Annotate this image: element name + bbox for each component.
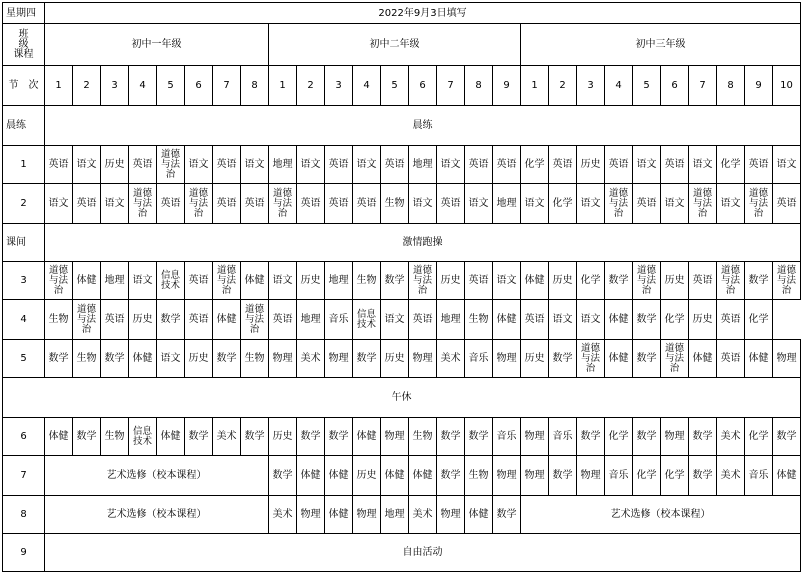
course-cell: 语文 — [241, 146, 269, 184]
course-cell: 美术 — [717, 456, 745, 496]
course-cell: 体健 — [381, 456, 409, 496]
course-cell: 数学 — [213, 340, 241, 378]
course-cell: 英语 — [465, 262, 493, 300]
course-cell: 美术 — [437, 340, 465, 378]
course-cell: 化学 — [661, 300, 689, 340]
course-cell: 音乐 — [465, 340, 493, 378]
course-cell: 体健 — [605, 300, 633, 340]
grade-header-1: 初中一年级 — [45, 24, 269, 66]
break-label: 课间 — [3, 224, 45, 262]
period-g2-6: 6 — [409, 66, 437, 106]
period-g3-6: 6 — [661, 66, 689, 106]
course-cell: 物理 — [493, 456, 521, 496]
grade-row — [3, 24, 801, 66]
course-cell: 美术 — [269, 496, 297, 534]
course-cell: 数学 — [465, 418, 493, 456]
course-cell: 英语 — [269, 300, 297, 340]
course-cell: 语文 — [633, 146, 661, 184]
course-cell: 化学 — [633, 456, 661, 496]
course-cell: 语文 — [269, 262, 297, 300]
course-cell: 体健 — [605, 340, 633, 378]
course-cell: 音乐 — [745, 456, 773, 496]
course-cell: 语文 — [465, 184, 493, 224]
course-cell: 语文 — [661, 184, 689, 224]
grade-header-2: 初中二年级 — [269, 24, 521, 66]
course-cell: 数学 — [549, 456, 577, 496]
lunch-text: 午休 — [3, 378, 801, 418]
lesson-row-2 — [3, 184, 801, 224]
course-cell: 物理 — [409, 340, 437, 378]
course-cell: 道德与法治 — [241, 300, 269, 340]
course-cell: 英语 — [353, 184, 381, 224]
period-g3-4: 4 — [605, 66, 633, 106]
course-cell: 历史 — [549, 262, 577, 300]
morning-label: 晨练 — [3, 106, 45, 146]
course-cell: 物理 — [297, 496, 325, 534]
course-cell: 语文 — [297, 146, 325, 184]
course-cell: 体健 — [745, 340, 773, 378]
course-cell: 数学 — [773, 418, 801, 456]
period-g3-10: 10 — [773, 66, 801, 106]
course-cell: 道德与法治 — [577, 340, 605, 378]
course-cell: 体健 — [129, 340, 157, 378]
free-activity-row — [3, 534, 801, 572]
course-cell: 语文 — [773, 146, 801, 184]
course-cell: 英语 — [717, 300, 745, 340]
course-cell: 音乐 — [493, 418, 521, 456]
course-cell: 物理 — [577, 456, 605, 496]
course-cell: 物理 — [437, 496, 465, 534]
course-cell: 历史 — [689, 300, 717, 340]
course-cell: 生物 — [465, 456, 493, 496]
course-cell: 数学 — [185, 418, 213, 456]
course-cell: 数学 — [689, 456, 717, 496]
course-cell: 生物 — [381, 184, 409, 224]
course-cell: 英语 — [745, 146, 773, 184]
period-g1-1: 1 — [45, 66, 73, 106]
course-cell: 语文 — [689, 146, 717, 184]
course-cell: 英语 — [633, 184, 661, 224]
row-label: 9 — [3, 534, 45, 572]
course-cell: 物理 — [493, 340, 521, 378]
corner-cell — [3, 24, 45, 66]
course-cell: 语文 — [101, 184, 129, 224]
course-cell: 道德与法治 — [605, 184, 633, 224]
course-cell: 语文 — [45, 184, 73, 224]
course-cell: 语文 — [577, 184, 605, 224]
course-cell: 数学 — [549, 340, 577, 378]
course-cell: 英语 — [689, 262, 717, 300]
course-cell: 体健 — [45, 418, 73, 456]
course-cell: 体健 — [689, 340, 717, 378]
course-cell: 历史 — [129, 300, 157, 340]
course-cell: 数学 — [605, 262, 633, 300]
corner-course-text: 课程 — [13, 48, 34, 60]
lesson-row-1 — [3, 146, 801, 184]
course-cell: 英语 — [101, 300, 129, 340]
course-cell: 英语 — [185, 262, 213, 300]
course-cell: 数学 — [157, 300, 185, 340]
course-cell: 物理 — [269, 340, 297, 378]
row-label: 1 — [3, 146, 45, 184]
course-cell: 化学 — [549, 184, 577, 224]
course-cell: 语文 — [549, 300, 577, 340]
course-cell: 道德与法治 — [213, 262, 241, 300]
period-g3-9: 9 — [745, 66, 773, 106]
course-cell: 语文 — [577, 300, 605, 340]
course-cell: 数学 — [381, 262, 409, 300]
course-cell: 历史 — [577, 146, 605, 184]
morning-text: 晨练 — [45, 106, 801, 146]
course-cell: 化学 — [577, 262, 605, 300]
period-g3-7: 7 — [689, 66, 717, 106]
course-cell: 信息技术 — [353, 300, 381, 340]
period-g3-1: 1 — [521, 66, 549, 106]
lesson-row-7 — [3, 456, 801, 496]
lesson-row-8 — [3, 496, 801, 534]
course-cell: 体健 — [325, 456, 353, 496]
course-cell: 英语 — [549, 146, 577, 184]
course-cell: 道德与法治 — [45, 262, 73, 300]
course-cell: 生物 — [241, 340, 269, 378]
course-cell: 道德与法治 — [269, 184, 297, 224]
course-cell: 生物 — [409, 418, 437, 456]
course-cell: 道德与法治 — [773, 262, 801, 300]
course-cell: 体健 — [353, 418, 381, 456]
period-g3-8: 8 — [717, 66, 745, 106]
course-cell: 物理 — [661, 418, 689, 456]
course-cell: 英语 — [661, 146, 689, 184]
course-cell: 道德与法治 — [717, 262, 745, 300]
course-cell: 历史 — [185, 340, 213, 378]
course-cell: 地理 — [325, 262, 353, 300]
row-label: 5 — [3, 340, 45, 378]
course-cell: 物理 — [381, 418, 409, 456]
row-label: 8 — [3, 496, 45, 534]
period-g3-3: 3 — [577, 66, 605, 106]
period-g2-4: 4 — [353, 66, 381, 106]
course-cell: 数学 — [577, 418, 605, 456]
course-cell: 数学 — [325, 418, 353, 456]
course-cell: 美术 — [409, 496, 437, 534]
row-label: 7 — [3, 456, 45, 496]
row-label: 4 — [3, 300, 45, 340]
course-cell: 历史 — [521, 340, 549, 378]
course-cell: 物理 — [521, 418, 549, 456]
period-g1-8: 8 — [241, 66, 269, 106]
course-cell: 英语 — [157, 184, 185, 224]
course-cell: 物理 — [773, 340, 801, 378]
course-cell: 英语 — [213, 146, 241, 184]
course-cell: 生物 — [353, 262, 381, 300]
course-cell: 英语 — [409, 300, 437, 340]
course-cell: 体健 — [157, 418, 185, 456]
course-cell: 英语 — [73, 184, 101, 224]
course-cell: 英语 — [45, 146, 73, 184]
course-cell: 美术 — [213, 418, 241, 456]
row-label: 2 — [3, 184, 45, 224]
course-cell: 地理 — [297, 300, 325, 340]
course-cell: 数学 — [633, 340, 661, 378]
course-cell: 历史 — [101, 146, 129, 184]
course-cell: 地理 — [101, 262, 129, 300]
course-cell: 体健 — [213, 300, 241, 340]
period-g2-1: 1 — [269, 66, 297, 106]
course-cell: 道德与法治 — [129, 184, 157, 224]
course-cell: 历史 — [353, 456, 381, 496]
course-cell: 化学 — [605, 418, 633, 456]
course-cell: 化学 — [717, 146, 745, 184]
course-cell: 化学 — [745, 418, 773, 456]
period-g1-6: 6 — [185, 66, 213, 106]
course-cell: 语文 — [717, 184, 745, 224]
period-g2-5: 5 — [381, 66, 409, 106]
course-cell: 物理 — [521, 456, 549, 496]
course-cell: 生物 — [45, 300, 73, 340]
course-cell: 语文 — [185, 146, 213, 184]
elective-cell: 艺术选修（校本课程） — [45, 456, 269, 496]
course-cell: 数学 — [73, 418, 101, 456]
course-cell: 音乐 — [605, 456, 633, 496]
course-cell: 体健 — [325, 496, 353, 534]
course-cell: 化学 — [745, 300, 773, 340]
course-cell: 英语 — [325, 184, 353, 224]
course-cell: 体健 — [465, 496, 493, 534]
period-g1-7: 7 — [213, 66, 241, 106]
course-cell: 数学 — [269, 456, 297, 496]
morning-exercise-row — [3, 106, 801, 146]
lunch-row — [3, 378, 801, 418]
course-cell: 地理 — [437, 300, 465, 340]
course-cell: 英语 — [605, 146, 633, 184]
course-cell: 信息技术 — [129, 418, 157, 456]
lesson-row-6 — [3, 418, 801, 456]
course-cell: 数学 — [45, 340, 73, 378]
course-cell: 化学 — [521, 146, 549, 184]
course-cell: 英语 — [437, 184, 465, 224]
course-cell: 地理 — [493, 184, 521, 224]
course-cell: 地理 — [269, 146, 297, 184]
course-cell: 信息技术 — [157, 262, 185, 300]
period-g3-5: 5 — [633, 66, 661, 106]
course-cell: 数学 — [101, 340, 129, 378]
course-cell: 数学 — [689, 418, 717, 456]
course-cell: 语文 — [73, 146, 101, 184]
course-cell: 数学 — [437, 456, 465, 496]
course-cell: 英语 — [521, 300, 549, 340]
course-cell: 英语 — [185, 300, 213, 340]
course-cell: 语文 — [353, 146, 381, 184]
period-number-row — [3, 66, 801, 106]
course-cell: 历史 — [661, 262, 689, 300]
course-cell: 地理 — [409, 146, 437, 184]
period-g1-2: 2 — [73, 66, 101, 106]
period-g1-5: 5 — [157, 66, 185, 106]
row-label: 3 — [3, 262, 45, 300]
course-cell: 英语 — [493, 146, 521, 184]
course-cell: 生物 — [465, 300, 493, 340]
course-cell: 体健 — [241, 262, 269, 300]
course-cell: 语文 — [381, 300, 409, 340]
corner-class-char: 班 — [18, 28, 29, 40]
title-row — [3, 3, 801, 24]
elective-cell-grade3: 艺术选修（校本课程） — [521, 496, 801, 534]
elective-cell: 艺术选修（校本课程） — [45, 496, 269, 534]
course-cell: 语文 — [521, 184, 549, 224]
course-cell: 音乐 — [549, 418, 577, 456]
course-cell: 数学 — [633, 300, 661, 340]
weekday-cell: 星期四 — [3, 3, 45, 24]
fill-date-cell: 2022年9月3日填写 — [45, 3, 801, 24]
course-cell: 道德与法治 — [185, 184, 213, 224]
course-cell: 美术 — [297, 340, 325, 378]
course-cell: 语文 — [157, 340, 185, 378]
course-cell: 体健 — [521, 262, 549, 300]
course-cell: 生物 — [101, 418, 129, 456]
course-cell: 英语 — [381, 146, 409, 184]
course-cell: 语文 — [437, 146, 465, 184]
course-cell: 语文 — [409, 184, 437, 224]
course-cell: 生物 — [73, 340, 101, 378]
course-cell: 英语 — [213, 184, 241, 224]
course-cell: 数学 — [437, 418, 465, 456]
course-cell: 历史 — [381, 340, 409, 378]
course-cell: 道德与法治 — [409, 262, 437, 300]
period-g2-7: 7 — [437, 66, 465, 106]
course-cell: 英语 — [773, 184, 801, 224]
course-cell: 体健 — [297, 456, 325, 496]
period-g2-2: 2 — [297, 66, 325, 106]
course-cell: 美术 — [717, 418, 745, 456]
course-cell: 数学 — [493, 496, 521, 534]
course-cell: 体健 — [493, 300, 521, 340]
lesson-row-4 — [3, 300, 801, 340]
course-cell: 语文 — [493, 262, 521, 300]
course-cell: 道德与法治 — [745, 184, 773, 224]
course-cell: 数学 — [241, 418, 269, 456]
course-cell: 数学 — [353, 340, 381, 378]
corner-grade-char: 级 — [18, 38, 29, 50]
course-cell: 英语 — [325, 146, 353, 184]
row-label: 6 — [3, 418, 45, 456]
course-cell: 历史 — [297, 262, 325, 300]
course-cell: 地理 — [381, 496, 409, 534]
course-cell: 化学 — [661, 456, 689, 496]
lesson-row-5 — [3, 340, 801, 378]
course-cell: 英语 — [241, 184, 269, 224]
course-cell: 道德与法治 — [73, 300, 101, 340]
course-cell: 道德与法治 — [661, 340, 689, 378]
course-cell: 英语 — [717, 340, 745, 378]
course-cell: 物理 — [325, 340, 353, 378]
period-g3-2: 2 — [549, 66, 577, 106]
grade-header-3: 初中三年级 — [521, 24, 801, 66]
course-cell: 英语 — [297, 184, 325, 224]
course-cell: 数学 — [297, 418, 325, 456]
lesson-row-3 — [3, 262, 801, 300]
period-g2-3: 3 — [325, 66, 353, 106]
free-activity-text: 自由活动 — [45, 534, 801, 572]
course-cell: 体健 — [409, 456, 437, 496]
course-cell: 英语 — [129, 146, 157, 184]
break-text: 激情跑操 — [45, 224, 801, 262]
course-cell: 物理 — [353, 496, 381, 534]
period-g2-8: 8 — [465, 66, 493, 106]
break-row — [3, 224, 801, 262]
course-cell: 英语 — [465, 146, 493, 184]
course-cell: 历史 — [437, 262, 465, 300]
course-cell: 数学 — [745, 262, 773, 300]
course-cell: 数学 — [633, 418, 661, 456]
course-cell: 道德与法治 — [689, 184, 717, 224]
course-cell: 体健 — [773, 456, 801, 496]
course-cell: 道德与法治 — [157, 146, 185, 184]
course-cell: 音乐 — [325, 300, 353, 340]
period-g1-3: 3 — [101, 66, 129, 106]
timetable — [2, 2, 801, 572]
period-g2-9: 9 — [493, 66, 521, 106]
course-cell: 道德与法治 — [633, 262, 661, 300]
period-g1-4: 4 — [129, 66, 157, 106]
course-cell: 体健 — [73, 262, 101, 300]
course-cell: 语文 — [129, 262, 157, 300]
course-cell: 历史 — [269, 418, 297, 456]
period-label-cell: 节 次 — [3, 66, 45, 106]
